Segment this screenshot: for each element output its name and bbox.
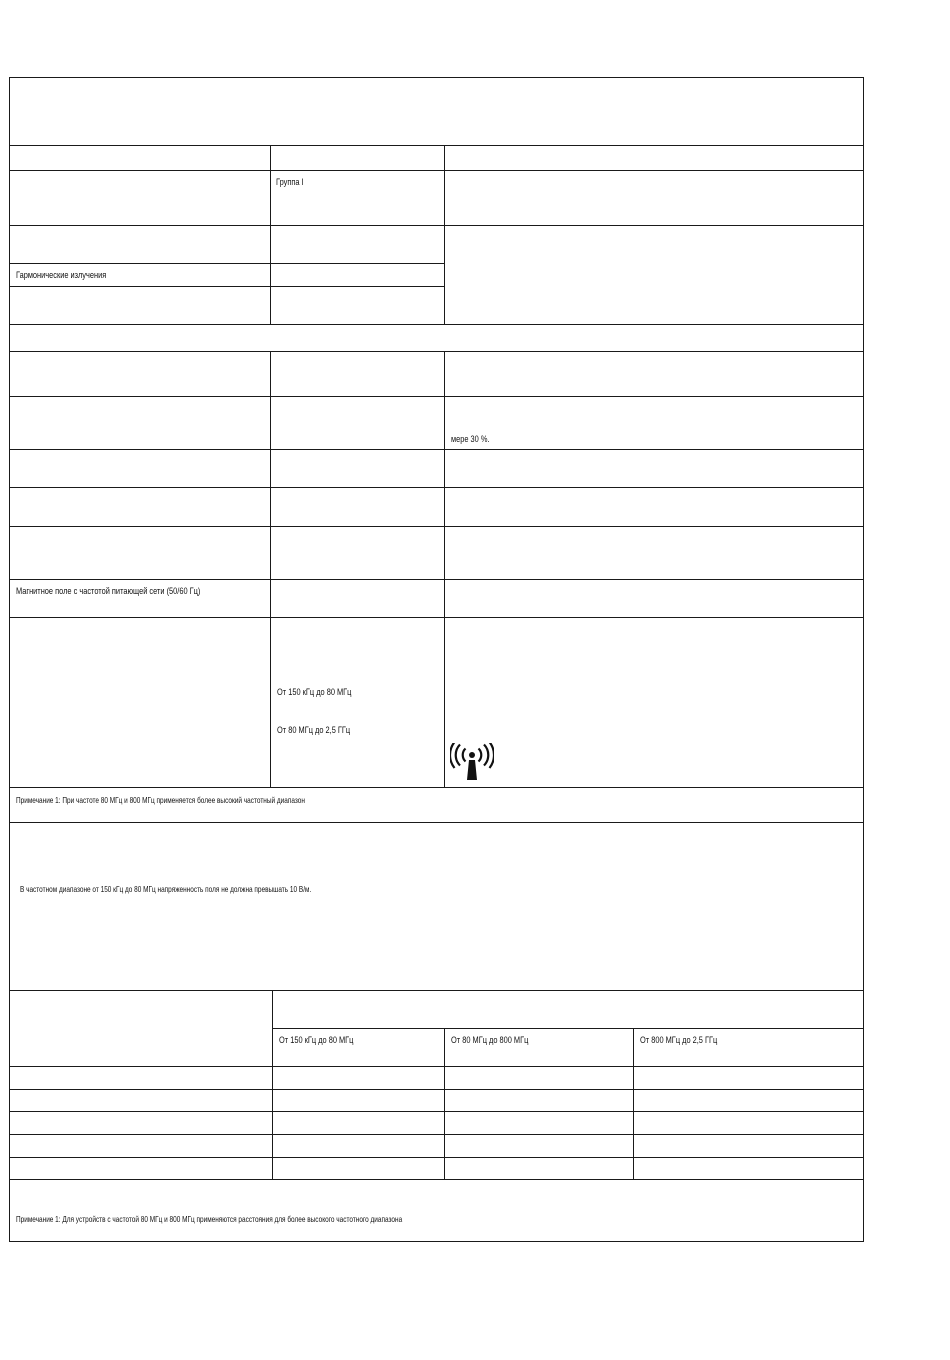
table1-note: Примечание 1: При частоте 80 МГц и 800 МГц применяется более высокий частотный диапазон	[16, 795, 305, 805]
row-divider	[9, 170, 864, 171]
row-divider	[9, 787, 864, 788]
magnetic-field-label: Магнитное поле с частотой питающей сети (50/60 Гц)	[16, 586, 201, 597]
frame-bottom-border	[9, 1241, 864, 1242]
non-ionizing-radiation-icon	[450, 743, 494, 786]
frequency-band-2: От 80 МГц до 2,5 ГГц	[277, 725, 351, 736]
column-divider	[270, 351, 271, 788]
column-divider	[444, 1028, 445, 1180]
harmonic-emissions-label: Гармонические излучения	[16, 270, 107, 281]
separation-header-band-3: От 800 МГц до 2,5 ГГц	[640, 1035, 718, 1046]
column-divider	[633, 1028, 634, 1180]
column-divider	[444, 145, 445, 325]
row-divider	[9, 145, 864, 146]
frequency-band-1: От 150 кГц до 80 МГц	[277, 687, 352, 698]
table2-note: Примечание 1: Для устройств с частотой 80 МГц и 800 МГц применяются расстояния для более высокого частотного диапазона	[16, 1214, 403, 1224]
row-divider	[9, 263, 445, 264]
frame-left-border	[9, 77, 10, 1242]
row-divider	[9, 225, 864, 226]
row-divider	[272, 1028, 864, 1029]
row-divider	[9, 1157, 864, 1158]
column-divider	[444, 351, 445, 788]
row-divider	[9, 324, 864, 325]
frame-right-border	[863, 77, 864, 1242]
field-strength-text: В частотном диапазоне от 150 кГц до 80 МГц напряженность поля не должна превышать 10 В/м.	[20, 884, 312, 894]
row-divider	[9, 351, 864, 352]
row-divider	[9, 1134, 864, 1135]
row-divider	[9, 396, 864, 397]
row-divider	[9, 1089, 864, 1090]
separation-header-band-2: От 80 МГц до 800 МГц	[451, 1035, 529, 1046]
emission-group-cell: Группа I	[276, 177, 304, 188]
row-divider	[9, 449, 864, 450]
frame-top-border	[9, 77, 864, 78]
row-divider	[9, 990, 864, 991]
row-divider	[9, 1066, 864, 1067]
row-divider	[9, 1111, 864, 1112]
row-divider	[9, 526, 864, 527]
row-divider	[9, 617, 864, 618]
voltage-dip-note: мере 30 %.	[451, 434, 490, 445]
row-divider	[9, 579, 864, 580]
row-divider	[9, 286, 445, 287]
column-divider	[272, 990, 273, 1180]
column-divider	[270, 145, 271, 325]
row-divider	[9, 487, 864, 488]
row-divider	[9, 1179, 864, 1180]
row-divider	[9, 822, 864, 823]
separation-header-band-1: От 150 кГц до 80 МГц	[279, 1035, 354, 1046]
